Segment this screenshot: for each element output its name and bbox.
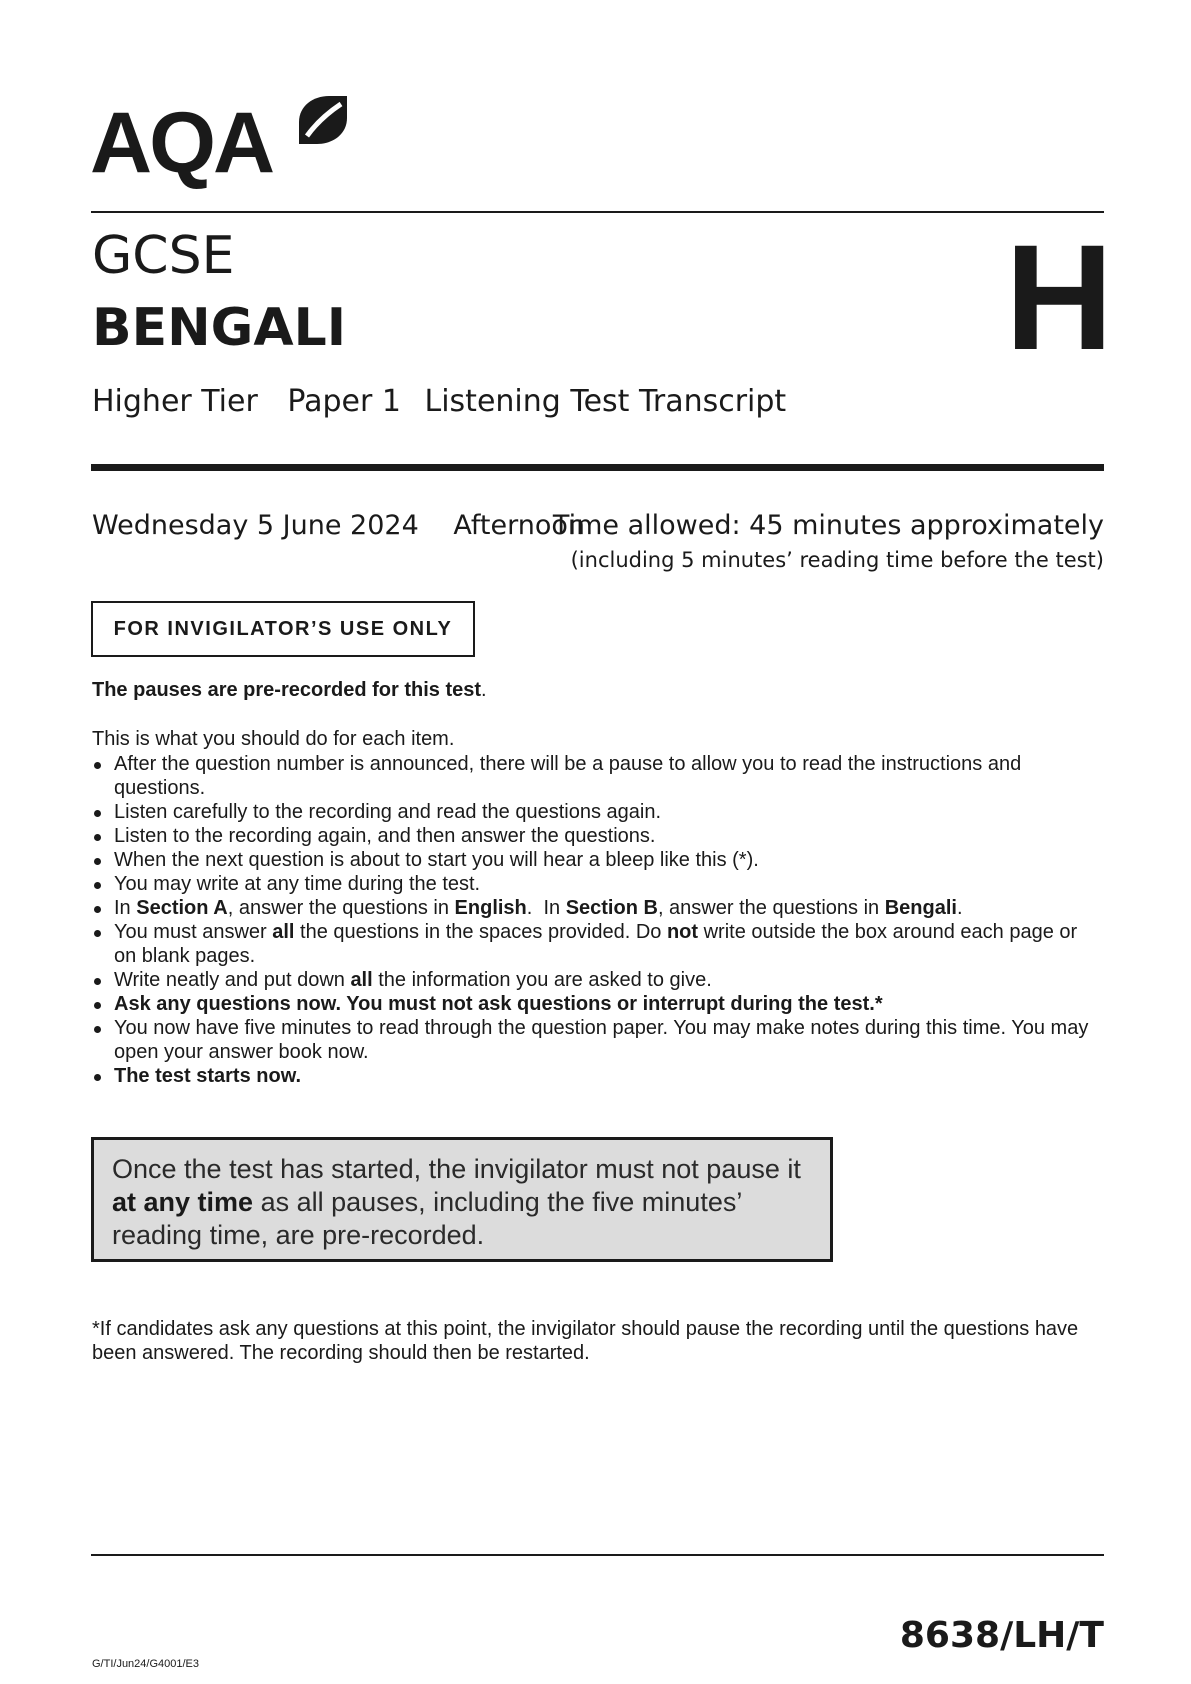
aqa-leaf-icon bbox=[295, 92, 351, 148]
paper-title: Listening Test Transcript bbox=[424, 384, 787, 419]
tier-label: Higher Tier bbox=[92, 384, 258, 419]
pauses-note: The pauses are pre-recorded for this test. bbox=[92, 679, 487, 701]
invigilator-label-box bbox=[91, 601, 475, 657]
subject-title: BENGALI bbox=[92, 298, 347, 358]
exam-date: Wednesday 5 June 2024 bbox=[92, 510, 419, 541]
instruction-item: Listen to the recording again, and then answer the questions. bbox=[92, 824, 1102, 848]
instruction-item: Ask any questions now. You must not ask questions or interrupt during the test.* bbox=[92, 992, 1102, 1016]
paper-label: Paper 1 bbox=[287, 384, 401, 419]
exam-session: Afternoon bbox=[453, 510, 585, 541]
instruction-item: You may write at any time during the test. bbox=[92, 872, 1102, 896]
thick-rule bbox=[91, 464, 1104, 471]
instruction-list bbox=[92, 752, 1102, 1088]
notice-text-c: as all pauses, including the five minutes’ reading time, are pre-recorded. bbox=[112, 1187, 742, 1250]
instruction-item: When the next question is about to start you will hear a bleep like this (*). bbox=[92, 848, 1102, 872]
instruction-item: Write neatly and put down all the information you are asked to give. bbox=[92, 968, 1102, 992]
bottom-rule bbox=[91, 1554, 1104, 1556]
notice-emphasis: at any time bbox=[112, 1187, 254, 1217]
top-rule bbox=[91, 211, 1104, 213]
instruction-item: The test starts now. bbox=[92, 1064, 1102, 1088]
invigilator-notice-box bbox=[91, 1137, 833, 1262]
pauses-note-text: The pauses are pre-recorded for this test bbox=[92, 679, 482, 701]
paper-code: 8638/LH/T bbox=[899, 1615, 1104, 1656]
aqa-logo-text: AQA bbox=[90, 95, 273, 191]
intro-text: This is what you should do for each item. bbox=[92, 728, 455, 750]
time-allowed: Time allowed: 45 minutes approximately bbox=[552, 510, 1104, 541]
invigilator-label: FOR INVIGILATOR’S USE ONLY bbox=[113, 617, 453, 640]
instruction-item: In Section A, answer the questions in English. In Section B, answer the questions in Bengali. bbox=[92, 896, 1102, 920]
footnote: *If candidates ask any questions at this point, the invigilator should pause the recording until the questions have been answered. The recording should then be restarted. bbox=[92, 1318, 1079, 1364]
reading-time-note: (including 5 minutes’ reading time before the test) bbox=[570, 548, 1104, 572]
date-line bbox=[92, 510, 611, 541]
paper-line bbox=[92, 384, 806, 419]
notice-text-a: Once the test has started, the invigilator must not pause it bbox=[112, 1154, 801, 1184]
reference-code: G/TI/Jun24/G4001/E3 bbox=[92, 1658, 200, 1670]
instruction-item: You must answer all the questions in the spaces provided. Do not write outside the box around each page or on blank pages. bbox=[92, 920, 1102, 968]
instruction-item: After the question number is announced, there will be a pause to allow you to read the instructions and questions. bbox=[92, 752, 1102, 800]
tier-letter: H bbox=[1005, 213, 1114, 381]
qualification-title: GCSE bbox=[92, 226, 235, 286]
instruction-item: Listen carefully to the recording and read the questions again. bbox=[92, 800, 1102, 824]
instruction-item: You now have five minutes to read through the question paper. You may make notes during this time. You may open your answer book now. bbox=[92, 1016, 1102, 1064]
